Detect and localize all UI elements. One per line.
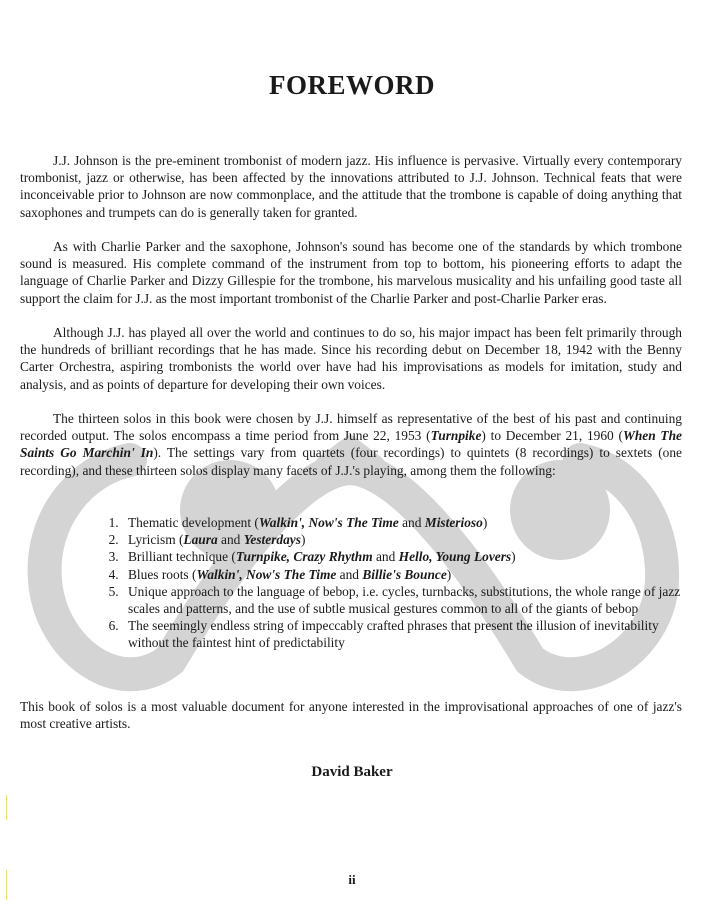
text: and — [217, 532, 244, 548]
list-item — [122, 566, 682, 583]
song-title: Hello, Young Lovers — [398, 549, 512, 565]
page-number: ii — [348, 872, 356, 887]
text: ) — [482, 515, 488, 530]
text: Unique approach to the language of bebop, i.e. cycles, turnbacks, substitutions, the whole range of jazz scales and patterns, and the use of subtle musical gestures common to all of the giants of bebop — [128, 583, 681, 617]
list-item — [122, 548, 682, 565]
title-turnpike: Turnpike — [430, 428, 482, 444]
signature: David Baker — [311, 764, 393, 780]
text: ). The settings vary from quartets (four recordings) to quintets (8 recordings) to sextets (one recording), and these thirteen solos display many facets of J.J.'s playing, among them the following: — [20, 445, 682, 478]
text: ) — [300, 532, 306, 548]
text: and — [398, 515, 425, 530]
list-item — [122, 514, 682, 531]
paragraph-3: Although J.J. has played all over the world and continues to do so, his major impact has been felt primarily through the hundreds of brilliant recordings that he has made. Since his recording debut on December 18, 1942 with the Benny Carter Orchestra, aspiring trombonists the world over have had his improvisations as models for imitation, study and analysis, and as points of departure for developing their own voices. — [20, 325, 682, 392]
text: Brilliant technique ( — [128, 549, 236, 565]
text: ) — [446, 566, 452, 582]
text: The thirteen solos in this book were chosen by J.J. himself as representative of the best of his past and continuing recorded output. The solos encompass a time period from June 22, 1953 ( — [20, 411, 682, 444]
text: and — [372, 549, 399, 565]
text: and — [336, 566, 363, 582]
song-title: Laura — [183, 532, 218, 548]
feature-list — [100, 514, 682, 652]
text: The seemingly endless string of impeccably crafted phrases that present the illusion of inevitability without the faintest hint of predictability — [128, 618, 659, 651]
title-saints: When The Saints Go Marchin' In — [20, 428, 682, 461]
page-title: FOREWORD — [269, 70, 435, 100]
paragraph-1: J.J. Johnson is the pre-eminent trombonist of modern jazz. His influence is pervasive. Virtually every contemporary trombonist, jazz or otherwise, has been affected by the innovations attributed to J.J. Johnson. Technical feats that were inconceivable prior to Johnson are now commonplace, and the attitude that the trombone is capable of doing anything that saxophones and trumpets can do is generally taken for granted. — [20, 153, 682, 220]
scan-mark — [6, 870, 7, 900]
text: ) — [511, 549, 516, 565]
closing-paragraph: This book of solos is a most valuable document for anyone interested in the improvisational approaches of one of jazz's most creative artists. — [20, 699, 682, 732]
text: Lyricism ( — [128, 532, 184, 548]
song-title: Yesterdays — [243, 532, 301, 548]
song-title: Walkin', Now's The Time — [258, 515, 399, 530]
text: Thematic development ( — [128, 515, 259, 530]
scan-mark — [6, 795, 7, 820]
list-item — [122, 531, 682, 548]
text: ) to December 21, 1960 ( — [481, 428, 623, 444]
song-title: Walkin', Now's The Time — [196, 566, 337, 582]
song-title: Billie's Bounce — [362, 566, 447, 582]
list-item — [122, 617, 682, 651]
paragraph-2: As with Charlie Parker and the saxophone, Johnson's sound has become one of the standards by which trombone sound is measured. His complete command of the instrument from top to bottom, his pioneering efforts to adapt the language of Charlie Parker and Dizzy Gillespie for the trombone, his marvelous musicality and his unfailing good taste all support the claim for J.J. as the most important trombonist of the Charlie Parker and post-Charlie Parker eras. — [20, 239, 682, 306]
list-item — [122, 583, 682, 617]
song-title: Misterioso — [424, 515, 483, 530]
paragraph-4 — [20, 410, 682, 479]
song-title: Turnpike, Crazy Rhythm — [235, 549, 373, 565]
text: Blues roots ( — [128, 566, 197, 582]
